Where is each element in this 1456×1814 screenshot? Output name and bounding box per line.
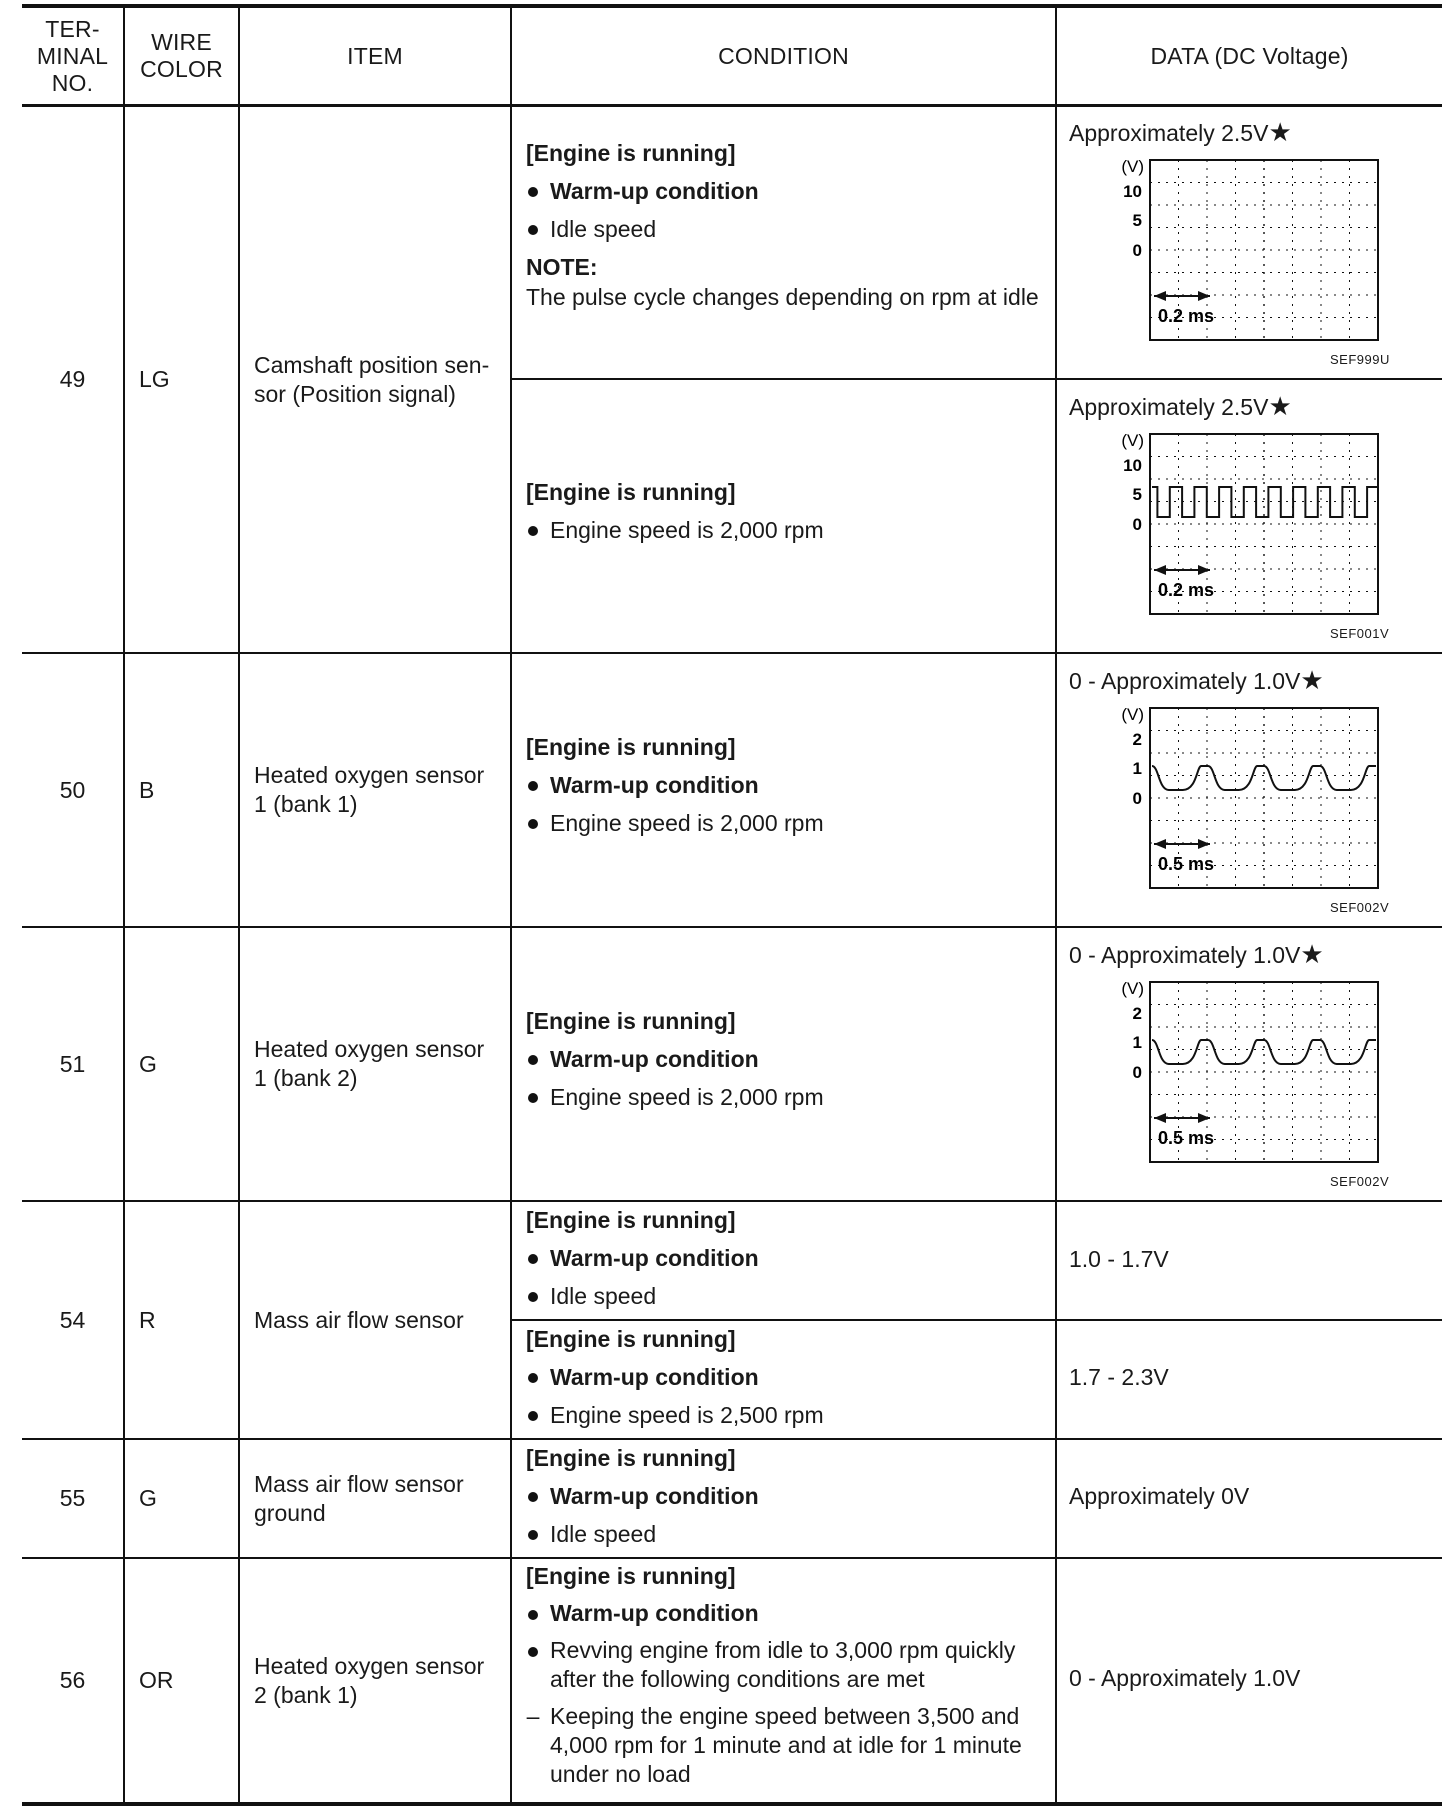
terminal-value: 50 [59, 776, 86, 803]
condition-block [526, 1324, 1046, 1438]
condition-block [526, 477, 1046, 553]
item-line: Heated oxygen sensor [254, 1652, 485, 1679]
condition-bullet-text: Revving engine from idle to 3,000 rpm quickly after the following conditions are met [550, 1637, 1016, 1692]
item [254, 1202, 510, 1438]
wire-value: G [139, 1050, 157, 1077]
data-value [1069, 392, 1292, 422]
star-icon: ★ [1300, 939, 1324, 969]
star-icon: ★ [1268, 391, 1292, 421]
axis-tick-label: 10 [1123, 182, 1142, 201]
header-terminal-line: TER- [45, 15, 100, 42]
item-line: Mass air flow sensor [254, 1470, 464, 1497]
data-value-text: Approximately 0V [1069, 1483, 1250, 1509]
header-condition-label: CONDITION [718, 42, 849, 69]
bullet-icon [528, 526, 538, 536]
condition-heading: [Engine is running] [526, 140, 736, 166]
data-value-text: Approximately 2.5V [1069, 120, 1269, 146]
terminal-no [22, 1559, 123, 1802]
bullet-icon [528, 1292, 538, 1302]
axis-unit-label: (V) [1121, 979, 1144, 998]
condition-heading: [Engine is running] [526, 1445, 736, 1471]
header-item [240, 8, 510, 104]
item-line: 1 (bank 2) [254, 1065, 358, 1091]
wire-value: OR [139, 1667, 174, 1693]
condition-heading: [Engine is running] [526, 1008, 736, 1034]
oscilloscope-figure [1100, 426, 1400, 646]
wire-color [139, 1559, 238, 1802]
item [254, 1440, 510, 1557]
header-wire-line: COLOR [140, 56, 223, 82]
condition-bullet [526, 1400, 1046, 1430]
axis-tick-label: 1 [1132, 1033, 1142, 1052]
axis-tick-label: 2 [1132, 730, 1142, 749]
terminal-no [22, 1440, 123, 1557]
time-scale-label: 0.2 ms [1158, 580, 1215, 600]
figure-code-text: SEF999U [1330, 352, 1390, 367]
item [254, 107, 510, 652]
condition-bullet [526, 1519, 1046, 1549]
condition-bullet [526, 770, 1046, 800]
bullet-icon [528, 1254, 538, 1264]
time-scale-label: 0.5 ms [1158, 1128, 1215, 1148]
item [254, 654, 510, 926]
bullet-icon [528, 781, 538, 791]
data-value-text: 0 - Approximately 1.0V [1069, 668, 1301, 694]
condition-bullet [526, 1243, 1046, 1273]
wire-color [139, 928, 238, 1200]
bullet-icon [528, 187, 538, 197]
terminal-value: 56 [59, 1667, 86, 1693]
item-line: sor (Position signal) [254, 380, 456, 407]
header-wire-color [125, 8, 238, 104]
data-value-text: 0 - Approximately 1.0V [1069, 942, 1301, 968]
header-terminal-line: NO. [51, 69, 94, 96]
item-line: ground [254, 1499, 326, 1526]
time-scale-label: 0.5 ms [1158, 854, 1215, 874]
header-terminal-line: MINAL [36, 42, 109, 69]
subrow-rule [511, 1319, 1442, 1321]
condition-bullet [526, 1082, 1046, 1112]
bullet-icon [528, 1055, 538, 1065]
figure-code-text: SEF002V [1330, 1174, 1390, 1189]
axis-tick-label: 1 [1132, 759, 1142, 778]
figure-code-text: SEF001V [1330, 626, 1390, 641]
data-value [1069, 1482, 1249, 1511]
wire-value: G [139, 1485, 157, 1511]
terminal-no [22, 107, 123, 652]
subrow-rule [511, 378, 1442, 380]
condition-block [526, 138, 1046, 312]
data-value [1069, 1363, 1169, 1392]
signal-waveform [1152, 1040, 1376, 1064]
item-line: Heated oxygen sensor [254, 1036, 485, 1062]
item-line: Heated oxygen sensor [254, 762, 485, 788]
condition-block [526, 1443, 1046, 1557]
condition-bullet [526, 1362, 1046, 1392]
time-arrow [1154, 839, 1210, 849]
condition-heading: [Engine is running] [526, 479, 736, 505]
condition-bullet-text: Engine speed is 2,000 rpm [550, 810, 824, 836]
time-arrow [1154, 1113, 1210, 1123]
time-scale-label: 0.2 ms [1158, 306, 1215, 326]
condition-bullet-text: Warm-up condition [550, 1046, 759, 1072]
axis-tick-label: 5 [1132, 485, 1142, 504]
condition-bullet-text: Idle speed [550, 1283, 657, 1309]
wire-color [139, 107, 238, 652]
data-value [1069, 666, 1324, 696]
condition-heading: [Engine is running] [526, 1563, 736, 1589]
oscilloscope-figure [1100, 152, 1400, 372]
item [254, 1559, 510, 1802]
condition-bullet-text: Idle speed [550, 216, 657, 242]
figure-code-text: SEF002V [1330, 900, 1390, 915]
header-data-label: DATA (DC Voltage) [1150, 42, 1349, 69]
axis-unit-label: (V) [1121, 431, 1144, 450]
figure-code [1330, 900, 1389, 915]
condition-block [526, 1205, 1046, 1319]
data-value-text: 1.7 - 2.3V [1069, 1364, 1169, 1390]
item-line: 1 (bank 1) [254, 791, 358, 817]
axis-tick-label: 10 [1123, 456, 1142, 475]
column-rule [1055, 6, 1057, 1804]
bullet-icon [528, 1411, 538, 1421]
axis-tick-label: 0 [1132, 789, 1142, 808]
condition-bullet-text: Warm-up condition [550, 1483, 759, 1509]
condition-bullet-text: Engine speed is 2,000 rpm [550, 1084, 824, 1110]
condition-block [526, 1006, 1046, 1120]
time-arrow [1154, 565, 1210, 575]
data-value [1069, 940, 1324, 970]
terminal-no [22, 1202, 123, 1438]
condition-subitem-text: Keeping the engine speed between 3,500 and 4,000 rpm for 1 minute and at idle for 1 minute under no load [550, 1703, 1022, 1787]
wire-value: B [139, 776, 155, 803]
figure-code [1330, 626, 1389, 641]
item-line: 2 (bank 1) [254, 1681, 358, 1708]
column-rule [123, 6, 125, 1804]
star-icon: ★ [1268, 117, 1292, 147]
condition-bullet [526, 515, 1046, 545]
axis-tick-label: 5 [1132, 211, 1142, 230]
wire-color [139, 654, 238, 926]
condition-bullet-text: Engine speed is 2,500 rpm [550, 1402, 824, 1428]
header-terminal-no [22, 8, 123, 104]
condition-bullet [526, 1599, 1046, 1628]
condition-bullet [526, 214, 1046, 244]
condition-heading: [Engine is running] [526, 1207, 736, 1233]
axis-tick-label: 0 [1132, 515, 1142, 534]
wire-color [139, 1440, 238, 1557]
terminal-value: 49 [59, 366, 86, 392]
wire-value: R [139, 1306, 156, 1333]
table-bottom-rule [22, 1802, 1442, 1806]
oscilloscope-figure [1100, 974, 1400, 1194]
condition-subitem [526, 1702, 1046, 1789]
header-item-label: ITEM [347, 42, 403, 69]
figure-code [1330, 352, 1390, 367]
bullet-icon [528, 1647, 538, 1657]
data-value [1069, 1245, 1169, 1274]
axis-tick-label: 0 [1132, 1063, 1142, 1082]
axis-tick-label: 2 [1132, 1004, 1142, 1023]
data-value [1069, 1664, 1300, 1693]
condition-bullet [526, 1281, 1046, 1311]
condition-bullet [526, 808, 1046, 838]
item-line: Camshaft position sen- [254, 351, 490, 378]
dash-icon: – [526, 1703, 540, 1729]
bullet-icon [528, 1373, 538, 1383]
terminal-no [22, 654, 123, 926]
condition-bullet-text: Engine speed is 2,000 rpm [550, 517, 824, 543]
item-line: Mass air flow sensor [254, 1306, 464, 1333]
header-condition [512, 8, 1055, 104]
wire-value: LG [139, 366, 170, 392]
condition-bullet-text: Warm-up condition [550, 1364, 759, 1390]
condition-heading: [Engine is running] [526, 1326, 736, 1352]
time-arrow [1154, 291, 1210, 301]
note-text: The pulse cycle changes depending on rpm at idle [526, 284, 1039, 310]
condition-bullet-text: Warm-up condition [550, 1245, 759, 1271]
axis-unit-label: (V) [1121, 705, 1144, 724]
signal-waveform [1152, 487, 1378, 517]
terminal-value: 54 [59, 1306, 86, 1333]
item [254, 928, 510, 1200]
header-wire-line: WIRE [151, 29, 212, 55]
bullet-icon [528, 1093, 538, 1103]
terminal-value: 55 [59, 1485, 86, 1511]
figure-code [1330, 1174, 1389, 1189]
condition-block [526, 732, 1046, 846]
condition-heading: [Engine is running] [526, 734, 736, 760]
wire-color [139, 1202, 238, 1438]
condition-bullet-text: Idle speed [550, 1521, 657, 1547]
axis-tick-label: 0 [1132, 241, 1142, 260]
axis-unit-label: (V) [1121, 157, 1144, 176]
condition-bullet [526, 176, 1046, 206]
terminal-value: 51 [59, 1050, 86, 1077]
star-icon: ★ [1300, 665, 1324, 695]
column-rule [510, 6, 512, 1804]
condition-bullet [526, 1481, 1046, 1511]
note-title: NOTE: [526, 254, 598, 280]
signal-waveform [1152, 766, 1376, 790]
bullet-icon [528, 225, 538, 235]
header-data [1057, 8, 1442, 104]
column-rule [238, 6, 240, 1804]
oscilloscope-figure [1100, 700, 1400, 920]
condition-bullet-text: Warm-up condition [550, 1600, 759, 1626]
bullet-icon [528, 819, 538, 829]
condition-bullet-text: Warm-up condition [550, 178, 759, 204]
data-value-text: 1.0 - 1.7V [1069, 1246, 1169, 1272]
data-value [1069, 118, 1292, 148]
data-value-text: Approximately 2.5V [1069, 394, 1269, 420]
bullet-icon [528, 1492, 538, 1502]
condition-block [526, 1562, 1046, 1797]
condition-bullet [526, 1636, 1046, 1694]
data-value-text: 0 - Approximately 1.0V [1069, 1665, 1301, 1691]
condition-bullet-text: Warm-up condition [550, 772, 759, 798]
condition-bullet [526, 1044, 1046, 1074]
bullet-icon [528, 1530, 538, 1540]
bullet-icon [528, 1610, 538, 1620]
terminal-no [22, 928, 123, 1200]
